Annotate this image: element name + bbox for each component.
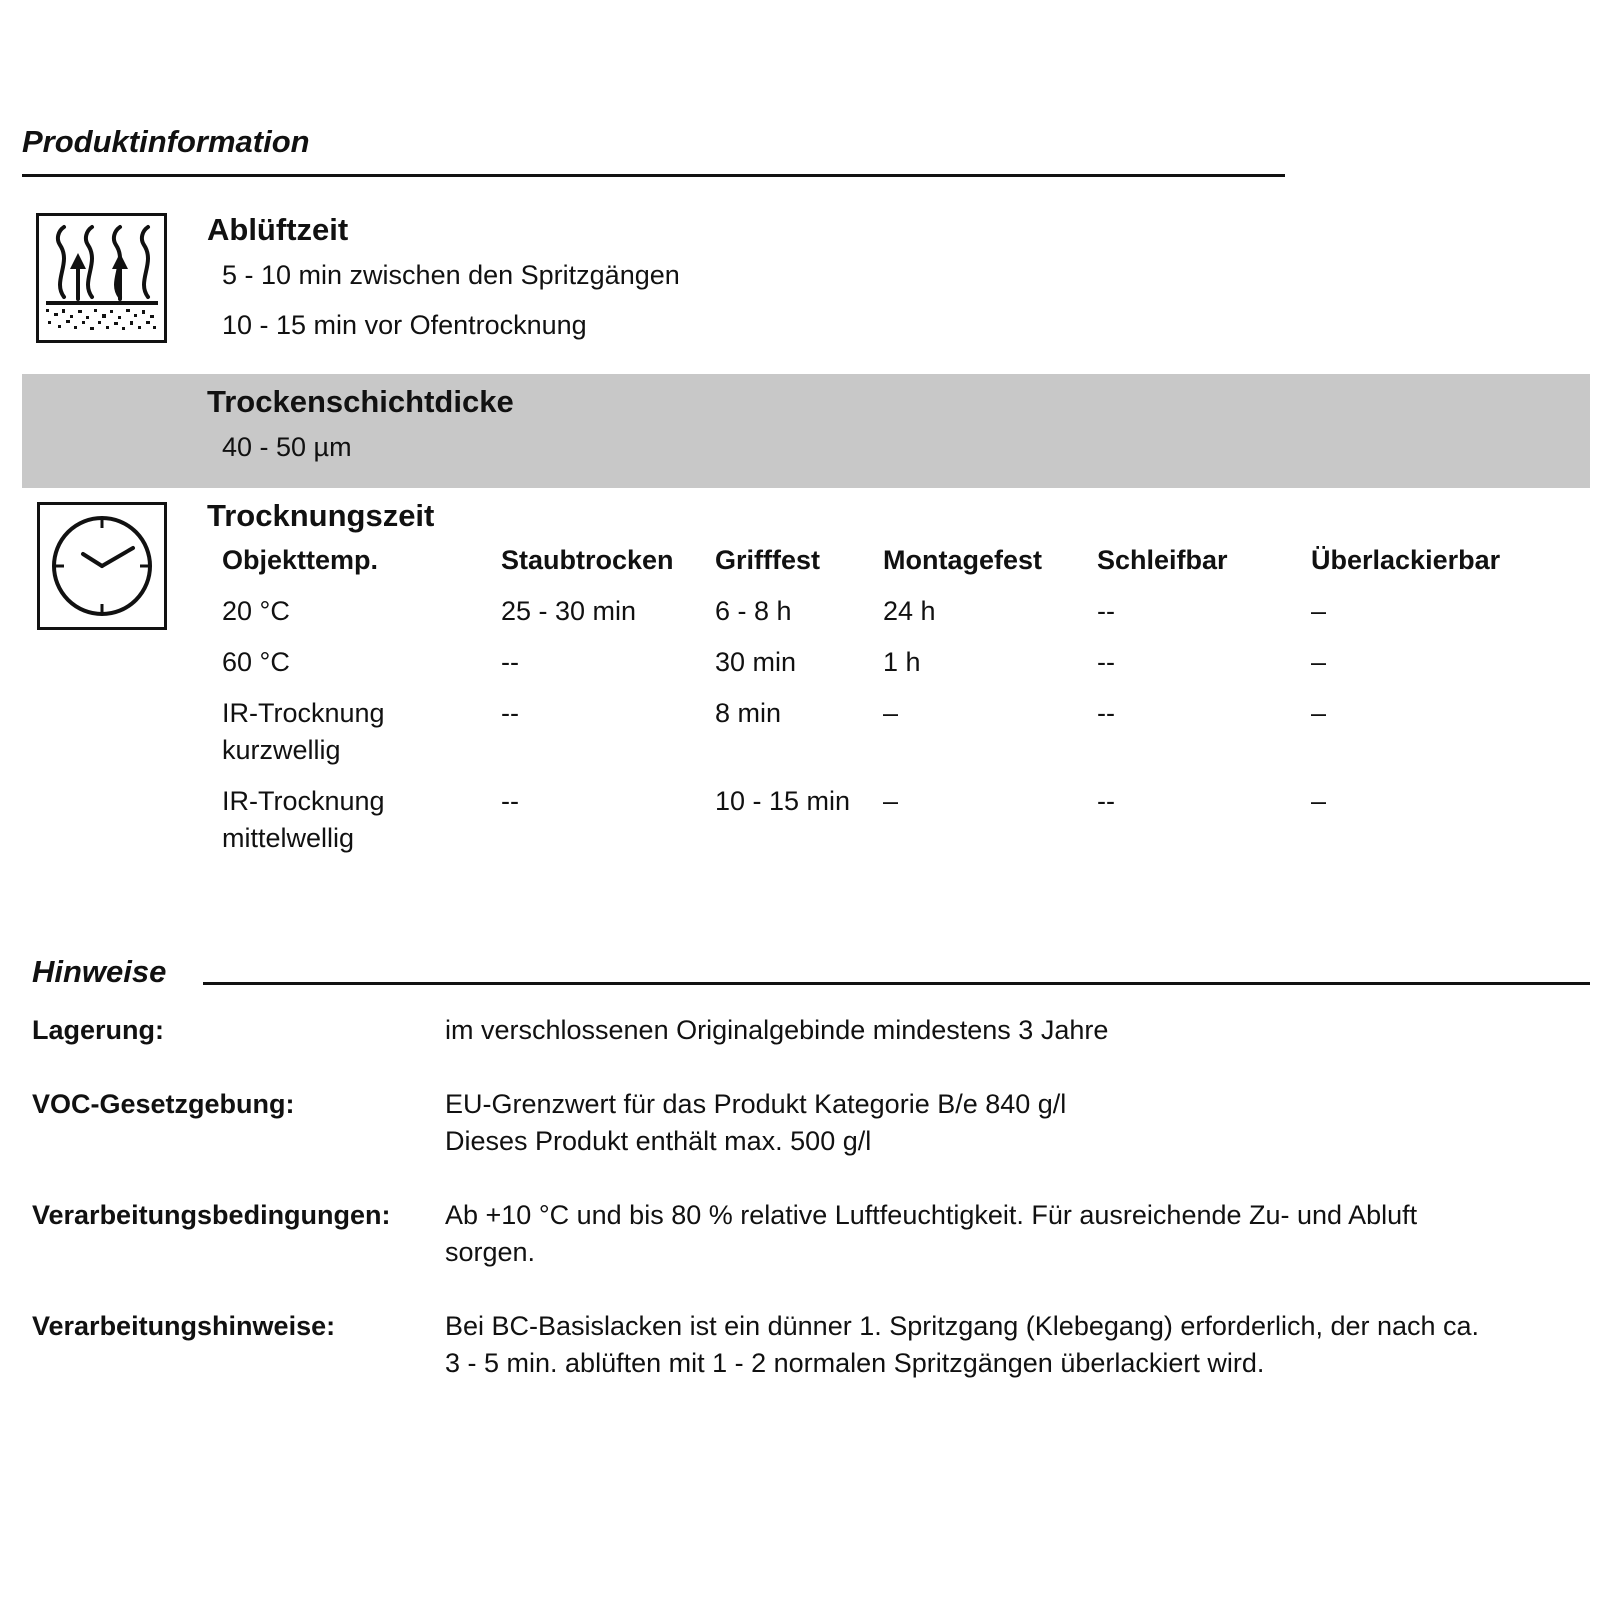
page-title: Produktinformation — [22, 124, 310, 159]
table-cell: -- — [1097, 596, 1115, 626]
table-cell: – — [1311, 698, 1327, 728]
table-cell: -- — [501, 647, 519, 677]
column-header: Staubtrocken — [501, 545, 674, 575]
hinweise-rule — [203, 982, 1590, 985]
schichtdicke-value: 40 - 50 µm — [222, 432, 352, 462]
table-cell: IR-Trocknung — [222, 786, 385, 816]
schichtdicke-title: Trockenschichtdicke — [207, 384, 514, 419]
table-cell: -- — [501, 698, 519, 728]
table-cell: 30 min — [715, 647, 797, 677]
hinweis-label: Verarbeitungshinweise: — [32, 1311, 336, 1341]
table-cell: -- — [1097, 786, 1115, 816]
hinweis-text: 3 - 5 min. ablüften mit 1 - 2 normalen Spritzgängen überlackiert wird. — [445, 1348, 1265, 1378]
table-cell: 60 °C — [222, 647, 290, 677]
table-cell: -- — [501, 786, 519, 816]
table-cell: – — [883, 786, 899, 816]
hinweis-text: EU-Grenzwert für das Produkt Kategorie B/e 840 g/l — [445, 1089, 1067, 1119]
table-cell: 8 min — [715, 698, 782, 728]
table-cell: -- — [1097, 647, 1115, 677]
hinweis-text: im verschlossenen Originalgebinde mindestens 3 Jahre — [445, 1015, 1109, 1045]
column-header: Überlackierbar — [1311, 545, 1501, 575]
abluftzeit-line: 10 - 15 min vor Ofentrocknung — [222, 310, 587, 340]
table-cell: 6 - 8 h — [715, 596, 792, 626]
evaporation-icon — [36, 213, 167, 348]
abluftzeit-title: Ablüftzeit — [207, 212, 349, 247]
abluftzeit-line: 5 - 10 min zwischen den Spritzgängen — [222, 260, 680, 290]
table-cell: – — [883, 698, 899, 728]
table-cell: 10 - 15 min — [715, 786, 851, 816]
hinweis-text: Ab +10 °C und bis 80 % relative Luftfeuchtigkeit. Für ausreichende Zu- und Abluft — [445, 1200, 1418, 1230]
column-header: Montagefest — [883, 545, 1043, 575]
table-cell-sub: kurzwellig — [222, 735, 341, 765]
hinweis-label: Lagerung: — [32, 1015, 164, 1045]
column-header: Objekttemp. — [222, 545, 379, 575]
table-cell-sub: mittelwellig — [222, 823, 355, 853]
hinweis-text: Dieses Produkt enthält max. 500 g/l — [445, 1126, 872, 1156]
table-cell: IR-Trocknung — [222, 698, 385, 728]
table-cell: – — [1311, 596, 1327, 626]
table-cell: – — [1311, 647, 1327, 677]
hinweise-title: Hinweise — [32, 954, 167, 989]
table-cell: 1 h — [883, 647, 921, 677]
table-cell: 20 °C — [222, 596, 290, 626]
table-cell: – — [1311, 786, 1327, 816]
column-header: Grifffest — [715, 545, 821, 575]
table-cell: 25 - 30 min — [501, 596, 637, 626]
hinweis-text: sorgen. — [445, 1237, 536, 1267]
hinweis-label: Verarbeitungsbedingungen: — [32, 1200, 391, 1230]
clock-icon — [37, 502, 167, 635]
table-cell: 24 h — [883, 596, 936, 626]
column-header: Schleifbar — [1097, 545, 1228, 575]
hinweis-label: VOC-Gesetzgebung: — [32, 1089, 295, 1119]
hinweis-text: Bei BC-Basislacken ist ein dünner 1. Spritzgang (Klebegang) erforderlich, der nach ca. — [445, 1311, 1480, 1341]
table-cell: -- — [1097, 698, 1115, 728]
header-rule — [22, 174, 1285, 177]
trocknungszeit-title: Trocknungszeit — [207, 498, 435, 533]
